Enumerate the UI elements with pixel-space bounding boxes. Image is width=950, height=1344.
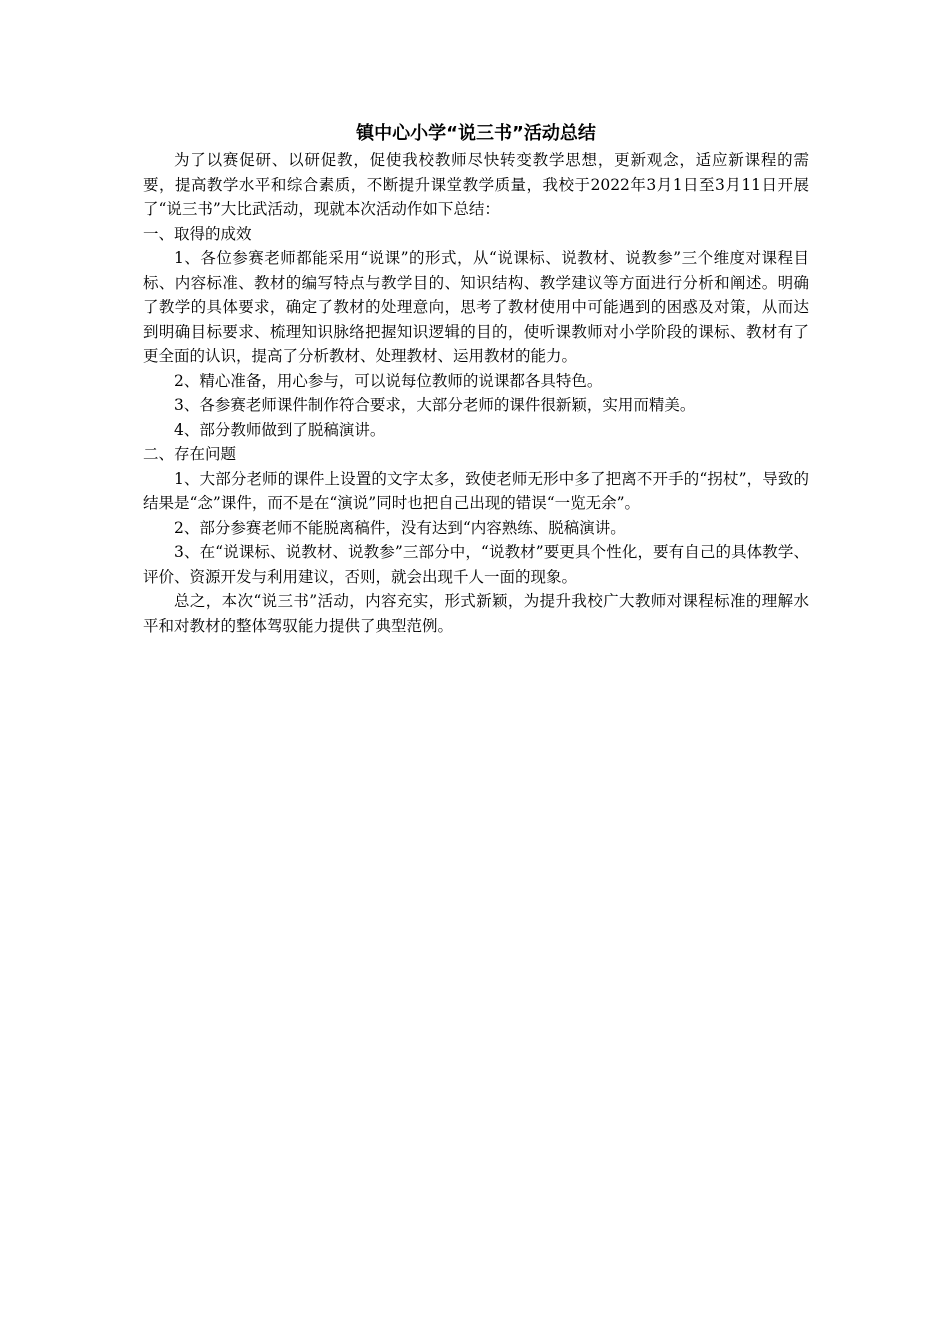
problem-item-1: 1、大部分老师的课件上设置的文字太多，致使老师无形中多了把离不开手的“拐杖”，导致的结果是“念”课件，而不是在“演说”同时也把自己出现的错误“一览无余”。: [143, 469, 809, 512]
section-heading-achievements: 一、取得的成效: [143, 224, 252, 243]
achievement-item-2: 2、精心准备，用心参与，可以说每位教师的说课都各具特色。: [174, 371, 603, 390]
achievement-item-4: 4、部分教师做到了脱稿演讲。: [174, 420, 386, 439]
achievement-item-3: 3、各参赛老师课件制作符合要求，大部分老师的课件很新颖，实用而精美。: [174, 396, 696, 414]
achievement-item-1: 1、各位参赛老师都能采用“说课”的形式，从“说课标、说教材、说教参”三个维度对课程目标、内容标准、教材的编写特点与教学目的、知识结构、教学建议等方面进行分析和阐述。明确了教学的具体要求，确定了教材的处理意向，思考了教材使用中可能遇到的困惑及对策，从而达到明确目标要求、梳理知识脉络把握知识逻辑的目的，使听课教师对小学阶段的课标、教材有了更全面的认识，提高了分析教材、处理教材、运用教材的能力。: [143, 249, 809, 365]
problem-item-2: 2、部分参赛老师不能脱离稿件，没有达到“内容熟练、脱稿演讲。: [174, 518, 626, 537]
conclusion-paragraph: 总之，本次“说三书”活动，内容充实，形式新颖，为提升我校广大教师对课程标准的理解水平和对教材的整体驾驭能力提供了典型范例。: [143, 592, 809, 635]
document-title: 镇中心小学“说三书”活动总结: [356, 123, 596, 144]
section-heading-problems: 二、存在问题: [143, 445, 237, 463]
problem-item-3: 3、在“说课标、说教材、说教参”三部分中，“说教材”要更具个性化，要有自己的具体教学、评价、资源开发与利用建议，否则，就会出现千人一面的现象。: [143, 543, 809, 586]
intro-paragraph: 为了以赛促研、以研促教，促使我校教师尽快转变教学思想，更新观念，适应新课程的需要，提高教学水平和综合素质，不断提升课堂教学质量，我校于2022年3月1日至3月11日开展了“说三书”大比武活动，现就本次活动作如下总结：: [143, 151, 809, 218]
document-page: [143, 120, 809, 638]
